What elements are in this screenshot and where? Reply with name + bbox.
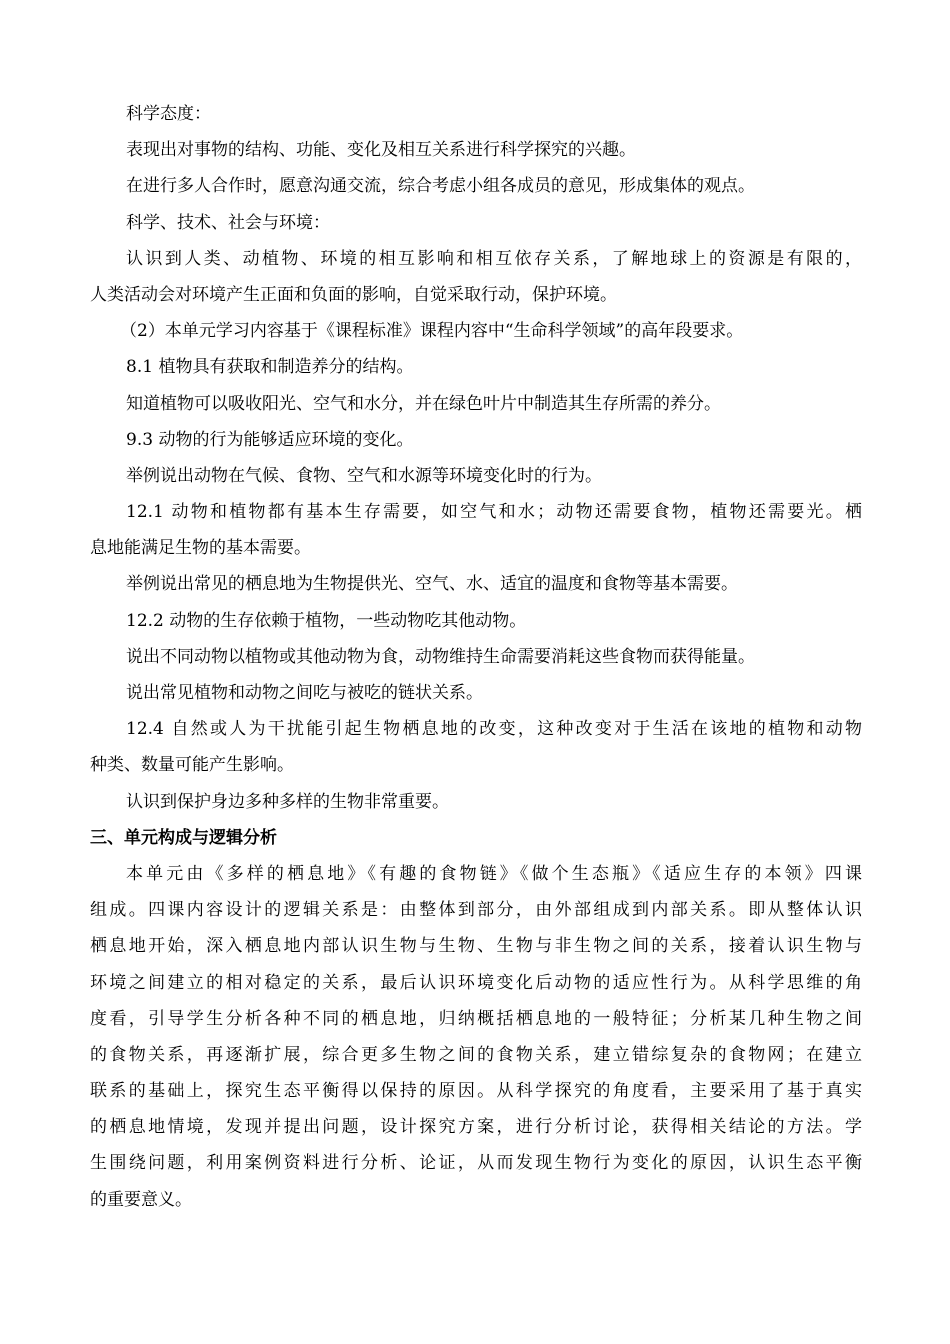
document-page	[90, 96, 862, 1218]
paragraph-line: 栖息地开始，深入栖息地内部认识生物与生物、生物与非生物之间的关系，接着认识生物与	[90, 936, 862, 957]
standard-item-9-3: 9.3 动物的行为能够适应环境的变化。	[126, 429, 414, 450]
paragraph-line: 联系的基础上，探究生态平衡得以保持的原因。从科学探究的角度看，主要采用了基于真实	[90, 1081, 862, 1102]
paragraph-line: 表现出对事物的结构、功能、变化及相互关系进行科学探究的兴趣。	[126, 140, 636, 161]
paragraph-line: 认识到保护身边多种多样的生物非常重要。	[126, 791, 449, 812]
paragraph-line: 说出不同动物以植物或其他动物为食，动物维持生命需要消耗这些食物而获得能量。	[126, 646, 755, 667]
standard-item-8-1: 8.1 植物具有获取和制造养分的结构。	[126, 357, 414, 378]
paragraph-line: 认识到人类、动植物、环境的相互影响和相互依存关系，了解地球上的资源是有限的，	[126, 248, 862, 269]
paragraph-line: 举例说出常见的栖息地为生物提供光、空气、水、适宜的温度和食物等基本需要。	[126, 574, 738, 595]
paragraph-line: 生围绕问题，利用案例资料进行分析、论证，从而发现生物行为变化的原因，认识生态平衡	[90, 1153, 862, 1174]
paragraph-line: 在进行多人合作时，愿意沟通交流，综合考虑小组各成员的意见，形成集体的观点。	[126, 176, 755, 197]
standard-item-12-4: 12.4 自然或人为干扰能引起生物栖息地的改变，这种改变对于生活在该地的植物和动物	[126, 719, 862, 740]
paragraph-line: 本单元由《多样的栖息地》《有趣的食物链》《做个生态瓶》《适应生存的本领》四课	[126, 863, 862, 884]
paragraph-line: 组成。四课内容设计的逻辑关系是：由整体到部分，由外部组成到内部关系。即从整体认识	[90, 900, 862, 921]
paragraph-line: （2）本单元学习内容基于《课程标准》课程内容中“生命科学领域”的高年段要求。	[120, 321, 744, 342]
paragraph-line: 度看，引导学生分析各种不同的栖息地，归纳概括栖息地的一般特征；分析某几种生物之间	[90, 1008, 862, 1029]
paragraph-line: 人类活动会对环境产生正面和负面的影响，自觉采取行动，保护环境。	[90, 284, 617, 305]
heading-stse: 科学、技术、社会与环境：	[126, 212, 330, 233]
paragraph-line: 种类、数量可能产生影响。	[90, 755, 294, 776]
paragraph-line: 说出常见植物和动物之间吃与被吃的链状关系。	[126, 683, 483, 703]
paragraph-line: 的栖息地情境，发现并提出问题，设计探究方案，进行分析讨论，获得相关结论的方法。学	[90, 1117, 862, 1138]
heading-science-attitude: 科学态度：	[126, 104, 211, 124]
paragraph-line: 的重要意义。	[90, 1189, 192, 1210]
paragraph-line: 的食物关系，再逐渐扩展，综合更多生物之间的食物关系，建立错综复杂的食物网；在建立	[90, 1044, 862, 1065]
paragraph-line: 知道植物可以吸收阳光、空气和水分，并在绿色叶片中制造其生存所需的养分。	[126, 393, 721, 414]
paragraph-line: 环境之间建立的相对稳定的关系，最后认识环境变化后动物的适应性行为。从科学思维的角	[90, 972, 862, 993]
standard-item-12-1: 12.1 动物和植物都有基本生存需要，如空气和水；动物还需要食物，植物还需要光。栖	[126, 502, 862, 523]
section-heading: 三、单元构成与逻辑分析	[90, 827, 277, 848]
paragraph-line: 举例说出动物在气候、食物、空气和水源等环境变化时的行为。	[126, 465, 602, 486]
paragraph-line: 息地能满足生物的基本需要。	[90, 538, 311, 559]
standard-item-12-2: 12.2 动物的生存依赖于植物，一些动物吃其他动物。	[126, 610, 527, 631]
